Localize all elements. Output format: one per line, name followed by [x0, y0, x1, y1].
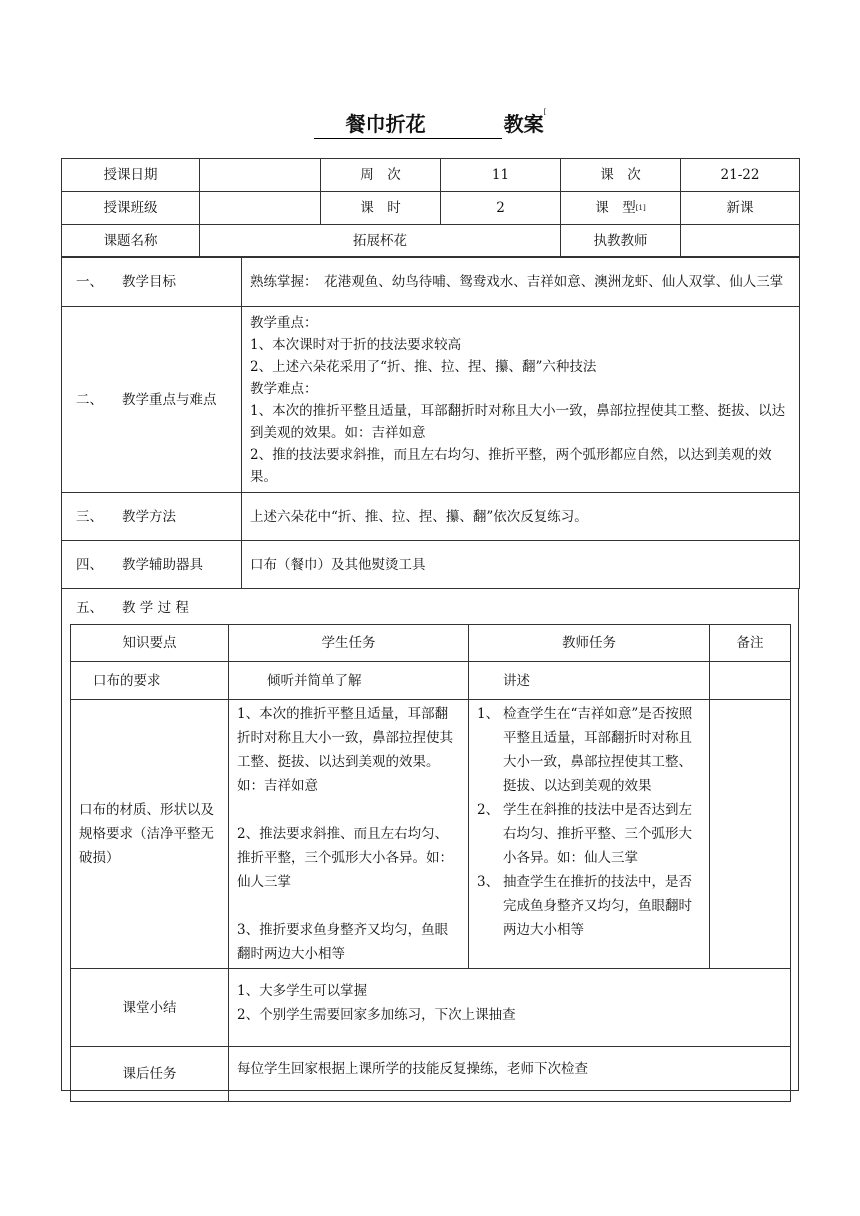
process-row	[71, 662, 791, 700]
key-points-line: 教学难点：	[250, 380, 318, 397]
key-points-line: 2、推的技法要求斜推，而且左右均匀、推折平整，两个弧形都应自然，以达到美观的效果。	[250, 446, 772, 485]
type-label-cell	[561, 192, 681, 225]
section-objectives	[62, 257, 800, 307]
teacher-value	[681, 225, 800, 258]
methods-text: 上述六朵花中“折、推、拉、捏、攥、翻”依次反复练习。	[242, 493, 800, 541]
key-points-line: 1、本次课时对于折的技法要求较高	[250, 336, 462, 353]
knowledge-point: 口布的要求	[71, 662, 229, 700]
topic-value: 拓展杯花	[200, 225, 561, 258]
summary-line: 1、大多学生可以掌握	[237, 983, 368, 999]
footnote-mark: [1]	[635, 204, 646, 212]
student-task-item: 1、本次的推折平整且适量，耳部翻折时对称且大小一致，鼻部拉捏使其工整、挺拔、以达到美观的效果。如：吉祥如意	[237, 706, 453, 794]
info-row-2	[62, 192, 800, 225]
section-label: 教 学 过 程	[122, 600, 189, 616]
date-label: 授课日期	[62, 159, 200, 192]
student-task-item: 2、推法要求斜推、而且左右均匀、推折平整，三个弧形大小各异。如：仙人三掌	[237, 826, 453, 890]
title-suffix: 教案	[503, 112, 544, 136]
summary-row	[71, 969, 791, 1047]
process-table	[70, 624, 791, 1102]
key-points-line: 教学重点：	[250, 314, 318, 331]
column-header: 备注	[710, 625, 791, 662]
section-label: 教学重点与难点	[122, 391, 217, 408]
course-info-table	[61, 158, 800, 258]
hours-value: 2	[441, 192, 561, 225]
note	[710, 700, 791, 969]
section-number: 三、	[76, 508, 103, 525]
lesson-value: 21-22	[681, 159, 800, 192]
process-row	[71, 700, 791, 969]
class-value	[200, 192, 321, 225]
info-row-3	[62, 225, 800, 258]
key-points-line: 1、本次的推折平整且适量，耳部翻折时对称且大小一致，鼻部拉捏使其工整、挺拔、以达到美观的效果。如：吉祥如意	[250, 402, 786, 441]
section-number: 四、	[76, 556, 103, 573]
teacher-task: 讲述	[469, 662, 710, 700]
hours-label: 课 时	[321, 192, 441, 225]
section-key-points	[62, 307, 800, 493]
week-value: 11	[441, 159, 561, 192]
topic-label: 课题名称	[62, 225, 200, 258]
section-label: 教学辅助器具	[122, 556, 203, 573]
knowledge-point: 口布的材质、形状以及规格要求（洁净平整无破损）	[71, 700, 229, 969]
document-title	[0, 108, 860, 139]
teacher-task	[469, 700, 710, 969]
section-number: 二、	[76, 391, 103, 408]
lesson-label: 课 次	[561, 159, 681, 192]
section-label: 教学目标	[122, 273, 176, 290]
teacher-task-item: 2、 学生在斜推的技法中是否达到左右均匀、推折平整、三个弧形大小各异。如：仙人三掌	[477, 802, 692, 866]
summary-label: 课堂小结	[71, 969, 229, 1047]
footnote-mark: [	[543, 108, 547, 116]
type-label: 课 型	[595, 200, 636, 216]
class-label: 授课班级	[62, 192, 200, 225]
note	[710, 662, 791, 700]
tools-text: 口布（餐巾）及其他熨烫工具	[242, 541, 800, 589]
section-methods	[62, 493, 800, 541]
section-process-heading	[76, 596, 189, 616]
teacher-task-item: 3、 抽查学生在推折的技法中，是否完成鱼身整齐又均匀，鱼眼翻时两边大小相等	[477, 874, 692, 938]
column-header: 知识要点	[71, 625, 229, 662]
column-header: 教师任务	[469, 625, 710, 662]
teacher-label: 执教教师	[561, 225, 681, 258]
type-value: 新课	[681, 192, 800, 225]
week-label: 周 次	[321, 159, 441, 192]
section-number: 五、	[76, 600, 103, 616]
date-value	[200, 159, 321, 192]
student-task	[229, 700, 469, 969]
process-header-row	[71, 625, 791, 662]
summary-text	[229, 969, 791, 1047]
summary-line: 2、个别学生需要回家多加练习，下次上课抽查	[237, 1007, 516, 1023]
teacher-task-item: 1、 检查学生在“吉祥如意”是否按照平整且适量，耳部翻折时对称且大小一致，鼻部拉捏使其工整、挺拔、以达到美观的效果	[477, 706, 693, 794]
section-tools	[62, 541, 800, 589]
info-row-1	[62, 159, 800, 192]
section-label: 教学方法	[122, 508, 176, 525]
homework-label: 课后任务	[71, 1047, 229, 1102]
section-number: 一、	[76, 273, 103, 290]
student-task-item: 3、推折要求鱼身整齐又均匀，鱼眼翻时两边大小相等	[237, 922, 449, 962]
lesson-plan-sections	[61, 256, 800, 589]
course-name: 餐巾折花	[314, 108, 502, 139]
homework-text: 每位学生回家根据上课所学的技能反复操练，老师下次检查	[229, 1047, 791, 1102]
student-task: 倾听并简单了解	[229, 662, 469, 700]
objectives-text: 熟练掌握： 花港观鱼、幼鸟待哺、鸳鸯戏水、吉祥如意、澳洲龙虾、仙人双掌、仙人三掌	[242, 257, 800, 307]
key-points-line: 2、上述六朵花采用了“折、推、拉、捏、攥、翻”六种技法	[250, 358, 597, 375]
homework-row	[71, 1047, 791, 1102]
column-header: 学生任务	[229, 625, 469, 662]
